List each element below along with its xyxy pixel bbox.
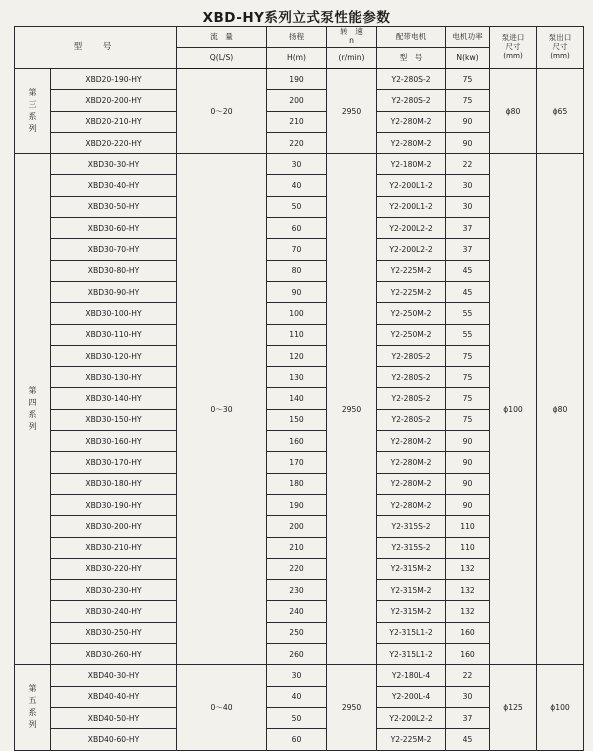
head-value: 140 [267,388,327,409]
pump-model: XBD40-50-HY [51,707,177,728]
series-label [15,665,51,750]
header-head: 扬程 [267,27,327,48]
pump-model: XBD30-250-HY [51,622,177,643]
series-char: 三 [28,100,37,110]
series-char: 第 [28,88,37,98]
pump-model: XBD30-240-HY [51,601,177,622]
inlet-size: ϕ100 [490,154,537,665]
motor-model: Y2-280M-2 [377,473,446,494]
motor-power: 75 [446,90,490,111]
motor-power: 90 [446,431,490,452]
head-value: 230 [267,580,327,601]
pump-model: XBD40-60-HY [51,729,177,750]
head-value: 40 [267,686,327,707]
pump-performance-table [14,26,584,751]
motor-model: Y2-315M-2 [377,601,446,622]
motor-model: Y2-250M-2 [377,324,446,345]
motor-model: Y2-200L1-2 [377,196,446,217]
head-value: 80 [267,260,327,281]
pump-model: XBD30-120-HY [51,345,177,366]
motor-model: Y2-180M-2 [377,154,446,175]
pump-model: XBD30-200-HY [51,516,177,537]
head-value: 100 [267,303,327,324]
inlet-size: ϕ80 [490,69,537,154]
motor-power: 30 [446,196,490,217]
pump-model: XBD30-30-HY [51,154,177,175]
motor-model: Y2-225M-2 [377,260,446,281]
motor-model: Y2-315M-2 [377,580,446,601]
header-motor-model: 型 号 [377,48,446,69]
motor-power: 30 [446,686,490,707]
pump-model: XBD30-60-HY [51,218,177,239]
motor-model: Y2-180L-4 [377,665,446,686]
head-value: 210 [267,111,327,132]
table-row [15,69,584,90]
pump-model: XBD30-170-HY [51,452,177,473]
pump-model: XBD20-190-HY [51,69,177,90]
pump-model: XBD30-180-HY [51,473,177,494]
pump-model: XBD30-100-HY [51,303,177,324]
motor-model: Y2-250M-2 [377,303,446,324]
motor-model: Y2-315M-2 [377,558,446,579]
motor-power: 90 [446,132,490,153]
motor-power: 55 [446,303,490,324]
motor-power: 90 [446,111,490,132]
head-value: 60 [267,218,327,239]
series-char: 五 [28,696,37,706]
series-char: 系 [28,708,37,718]
speed-value: 2950 [327,665,377,750]
motor-power: 160 [446,644,490,665]
motor-power: 132 [446,558,490,579]
series-char: 四 [28,398,37,408]
motor-model: Y2-315S-2 [377,537,446,558]
motor-model: Y2-280M-2 [377,111,446,132]
header-inlet: 泵进口 尺寸 (mm) [490,27,537,69]
header-speed-unit: (r/min) [327,48,377,69]
pump-model: XBD30-150-HY [51,409,177,430]
motor-power: 30 [446,175,490,196]
header-head-unit: H(m) [267,48,327,69]
motor-power: 75 [446,345,490,366]
motor-power: 45 [446,260,490,281]
head-value: 160 [267,431,327,452]
header-speed: 转 速 n [327,27,377,48]
motor-model: Y2-200L2-2 [377,707,446,728]
pump-model: XBD30-70-HY [51,239,177,260]
motor-model: Y2-200L1-2 [377,175,446,196]
motor-model: Y2-225M-2 [377,281,446,302]
series-char: 列 [28,422,37,432]
pump-model: XBD30-230-HY [51,580,177,601]
head-value: 40 [267,175,327,196]
motor-power: 22 [446,665,490,686]
table-row [15,665,584,686]
pump-model: XBD30-90-HY [51,281,177,302]
motor-model: Y2-315L1-2 [377,622,446,643]
header-model: 型 号 [15,27,177,69]
motor-power: 55 [446,324,490,345]
pump-model: XBD30-110-HY [51,324,177,345]
header-power: 电机功率 [446,27,490,48]
pump-model: XBD30-260-HY [51,644,177,665]
motor-model: Y2-280S-2 [377,409,446,430]
series-label [15,154,51,665]
pump-model: XBD20-210-HY [51,111,177,132]
motor-model: Y2-280S-2 [377,388,446,409]
motor-model: Y2-280S-2 [377,367,446,388]
motor-power: 75 [446,388,490,409]
motor-power: 110 [446,537,490,558]
motor-power: 37 [446,707,490,728]
outlet-size: ϕ80 [537,154,584,665]
motor-model: Y2-225M-2 [377,729,446,750]
motor-model: Y2-315L1-2 [377,644,446,665]
head-value: 30 [267,154,327,175]
motor-power: 45 [446,729,490,750]
pump-model: XBD20-200-HY [51,90,177,111]
pump-model: XBD40-40-HY [51,686,177,707]
head-value: 70 [267,239,327,260]
motor-model: Y2-280S-2 [377,90,446,111]
motor-model: Y2-280M-2 [377,452,446,473]
header-power-unit: N(kw) [446,48,490,69]
speed-value: 2950 [327,69,377,154]
header-motor: 配带电机 [377,27,446,48]
motor-model: Y2-200L2-2 [377,218,446,239]
motor-power: 132 [446,580,490,601]
table-row [15,154,584,175]
motor-model: Y2-280M-2 [377,431,446,452]
pump-model: XBD30-190-HY [51,494,177,515]
page-title: XBD-HY系列立式泵性能参数 [202,10,391,26]
table-body [15,69,584,751]
head-value: 150 [267,409,327,430]
motor-power: 90 [446,494,490,515]
motor-model: Y2-280M-2 [377,132,446,153]
motor-model: Y2-280S-2 [377,345,446,366]
header-flow-unit: Q(L/S) [177,48,267,69]
motor-model: Y2-280M-2 [377,494,446,515]
flow-range: 0～30 [177,154,267,665]
motor-power: 22 [446,154,490,175]
head-value: 50 [267,707,327,728]
pump-model: XBD40-30-HY [51,665,177,686]
flow-range: 0～40 [177,665,267,750]
motor-power: 37 [446,218,490,239]
head-value: 260 [267,644,327,665]
head-value: 50 [267,196,327,217]
head-value: 200 [267,90,327,111]
speed-value: 2950 [327,154,377,665]
series-char: 第 [28,386,37,396]
motor-power: 160 [446,622,490,643]
motor-power: 132 [446,601,490,622]
series-char: 第 [28,684,37,694]
pump-model: XBD30-220-HY [51,558,177,579]
head-value: 190 [267,69,327,90]
motor-model: Y2-200L-4 [377,686,446,707]
pump-model: XBD30-140-HY [51,388,177,409]
motor-power: 45 [446,281,490,302]
series-char: 列 [28,720,37,730]
head-value: 30 [267,665,327,686]
head-value: 200 [267,516,327,537]
head-value: 180 [267,473,327,494]
series-label [15,69,51,154]
head-value: 250 [267,622,327,643]
pump-model: XBD30-210-HY [51,537,177,558]
header-flow: 流 量 [177,27,267,48]
head-value: 90 [267,281,327,302]
motor-power: 90 [446,473,490,494]
pump-model: XBD30-160-HY [51,431,177,452]
head-value: 120 [267,345,327,366]
head-value: 60 [267,729,327,750]
head-value: 210 [267,537,327,558]
pump-model: XBD30-130-HY [51,367,177,388]
series-char: 系 [28,112,37,122]
motor-model: Y2-315S-2 [377,516,446,537]
outlet-size: ϕ100 [537,665,584,750]
motor-model: Y2-280S-2 [377,69,446,90]
motor-power: 75 [446,409,490,430]
series-char: 列 [28,124,37,134]
motor-power: 90 [446,452,490,473]
outlet-size: ϕ65 [537,69,584,154]
series-char: 系 [28,410,37,420]
inlet-size: ϕ125 [490,665,537,750]
pump-model: XBD30-80-HY [51,260,177,281]
pump-model: XBD30-40-HY [51,175,177,196]
head-value: 130 [267,367,327,388]
pump-model: XBD20-220-HY [51,132,177,153]
head-value: 110 [267,324,327,345]
motor-power: 75 [446,367,490,388]
header-row-top [15,27,584,48]
motor-model: Y2-200L2-2 [377,239,446,260]
head-value: 190 [267,494,327,515]
head-value: 240 [267,601,327,622]
motor-power: 75 [446,69,490,90]
pump-model: XBD30-50-HY [51,196,177,217]
head-value: 220 [267,558,327,579]
header-outlet: 泵出口 尺寸 (mm) [537,27,584,69]
motor-power: 37 [446,239,490,260]
head-value: 220 [267,132,327,153]
motor-power: 110 [446,516,490,537]
flow-range: 0～20 [177,69,267,154]
head-value: 170 [267,452,327,473]
